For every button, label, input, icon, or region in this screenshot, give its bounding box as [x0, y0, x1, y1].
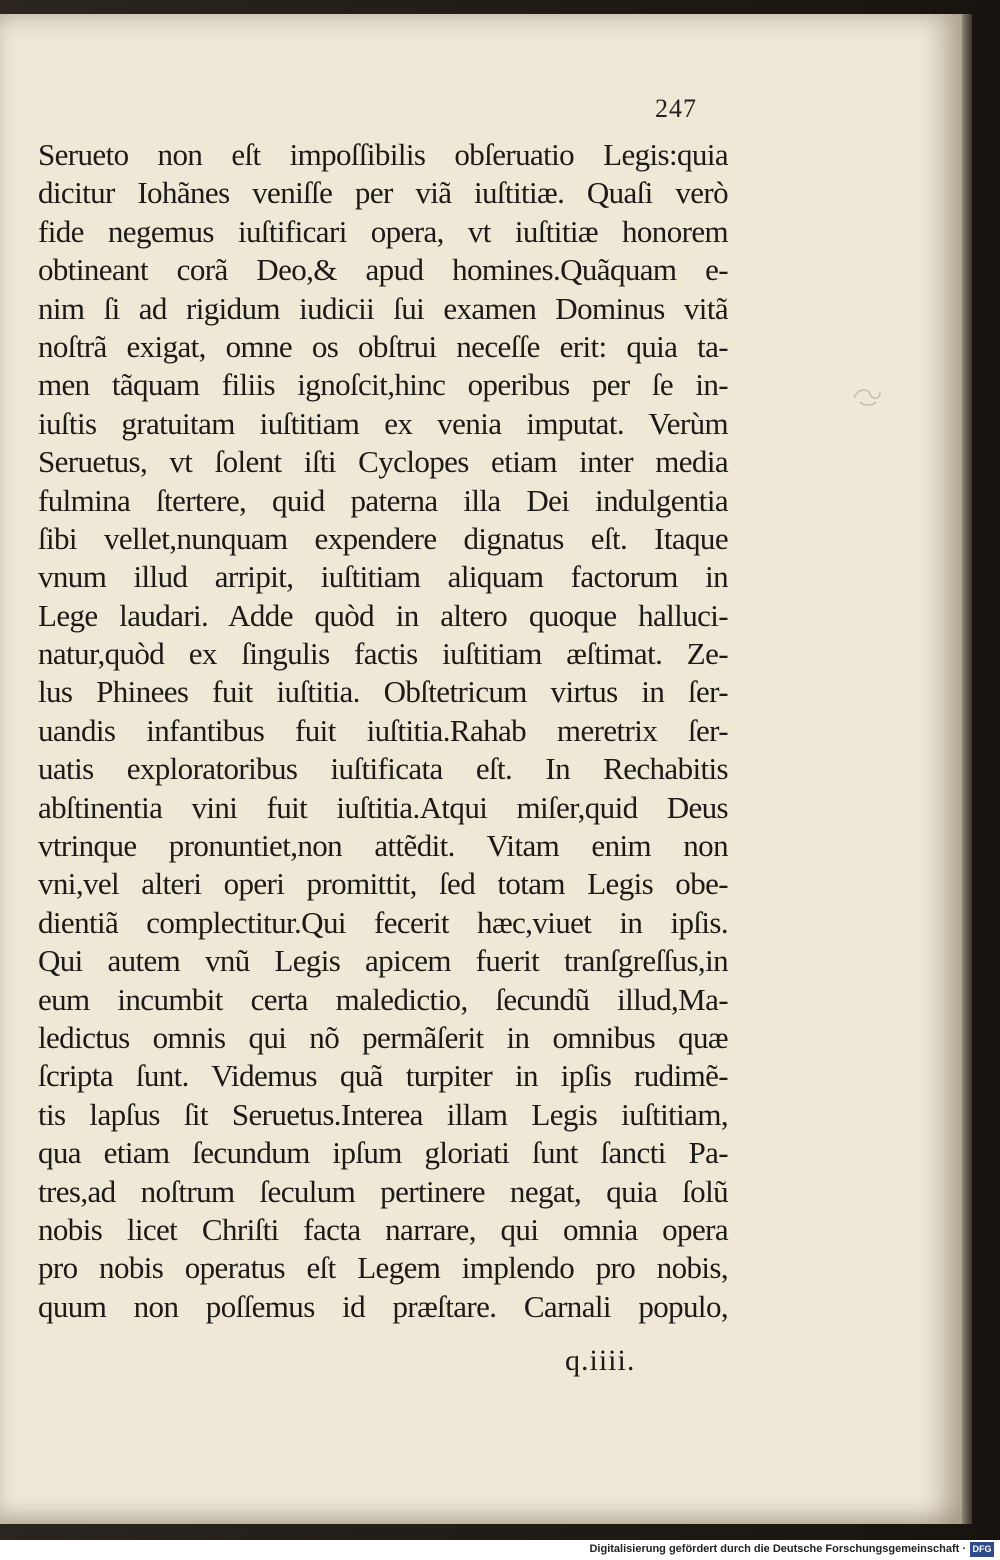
text-line: qua etiam ſecundum ipſum gloriati ſunt ſancti Pa-: [38, 1135, 728, 1171]
book-page: [0, 14, 962, 1524]
text-line: lus Phinees fuit iuſtitia. Obſtetricum virtus in ſer-: [38, 674, 728, 710]
text-line: vnum illud arripit, iuſtitiam aliquam factorum in: [38, 559, 728, 595]
text-line: ſcripta ſunt. Videmus quã turpiter in ipſis rudimẽ-: [38, 1058, 728, 1094]
text-line: noſtrã exigat, omne os obſtrui neceſſe erit: quia ta-: [38, 328, 728, 364]
text-line: vtrinque pronuntiet,non attẽdit. Vitam enim non: [38, 828, 728, 864]
text-line: tis lapſus ſit Seruetus.Interea illam Legis iuſtitiam,: [38, 1096, 728, 1132]
text-line: iuſtis gratuitam iuſtitiam ex venia imputat. Verùm: [38, 405, 728, 441]
text-line: uatis exploratoribus iuſtificata eſt. In Rechabitis: [38, 751, 728, 787]
text-line: tres,ad noſtrum ſeculum pertinere negat, quia ſolũ: [38, 1173, 728, 1209]
text-line: vni,vel alteri operi promittit, ſed totam Legis obe-: [38, 866, 728, 902]
text-line: eum incumbit certa maledictio, ſecundũ illud,Ma-: [38, 981, 728, 1017]
text-line: men tãquam filiis ignoſcit,hinc operibus per ſe in-: [38, 367, 728, 403]
text-line: dientiã complectitur.Qui fecerit hæc,viuet in ipſis.: [38, 904, 728, 940]
text-line: Lege laudari. Adde quòd in altero quoque halluci-: [38, 597, 728, 633]
margin-stamp-mark: [850, 384, 884, 408]
text-line: Seruetus, vt ſolent iſti Cyclopes etiam inter media: [38, 444, 728, 480]
text-line: natur,quòd ex ſingulis factis iuſtitiam æſtimat. Ze-: [38, 636, 728, 672]
text-line: nobis licet Chriſti facta narrare, qui omnia opera: [38, 1211, 728, 1247]
signature-mark: q.iiii.: [565, 1344, 636, 1377]
text-line: dicitur Iohãnes veniſſe per viã iuſtitiæ. Quaſi verò: [38, 175, 728, 211]
text-line: fulmina ſtertere, quid paterna illa Dei indulgentia: [38, 482, 728, 518]
funding-credit: Digitalisierung gefördert durch die Deutsche Forschungsgemeinschaft ·: [589, 1543, 966, 1555]
text-line: abſtinentia vini fuit iuſtitia.Atqui miſer,quid Deus: [38, 789, 728, 825]
text-line: Serueto non eſt impoſſibilis obſeruatio Legis:quia: [38, 137, 728, 172]
text-line: obtineant corã Deo,& apud homines.Quãquam e-: [38, 252, 728, 288]
text-line: Qui autem vnũ Legis apicem fuerit tranſgreſſus,in: [38, 943, 728, 979]
text-line: nim ſi ad rigidum iudicii ſui examen Dominus vitã: [38, 290, 728, 326]
footer-bar: [0, 1540, 1000, 1560]
body-text: [38, 136, 728, 1326]
text-line: pro nobis operatus eſt Legem implendo pro nobis,: [38, 1250, 728, 1286]
text-line: quum non poſſemus id præſtare. Carnali populo,: [38, 1288, 728, 1324]
text-line: fide negemus iuſtificari opera, vt iuſtitiæ honorem: [38, 213, 728, 249]
dfg-logo: DFG: [970, 1542, 994, 1557]
text-line: ſibi vellet,nunquam expendere dignatus eſt. Itaque: [38, 520, 728, 556]
page-number: 247: [655, 94, 697, 123]
text-line: ledictus omnis qui nõ permãſerit in omnibus quæ: [38, 1019, 728, 1055]
page-edge: [962, 14, 972, 1524]
text-line: uandis infantibus fuit iuſtitia.Rahab meretrix ſer-: [38, 712, 728, 748]
